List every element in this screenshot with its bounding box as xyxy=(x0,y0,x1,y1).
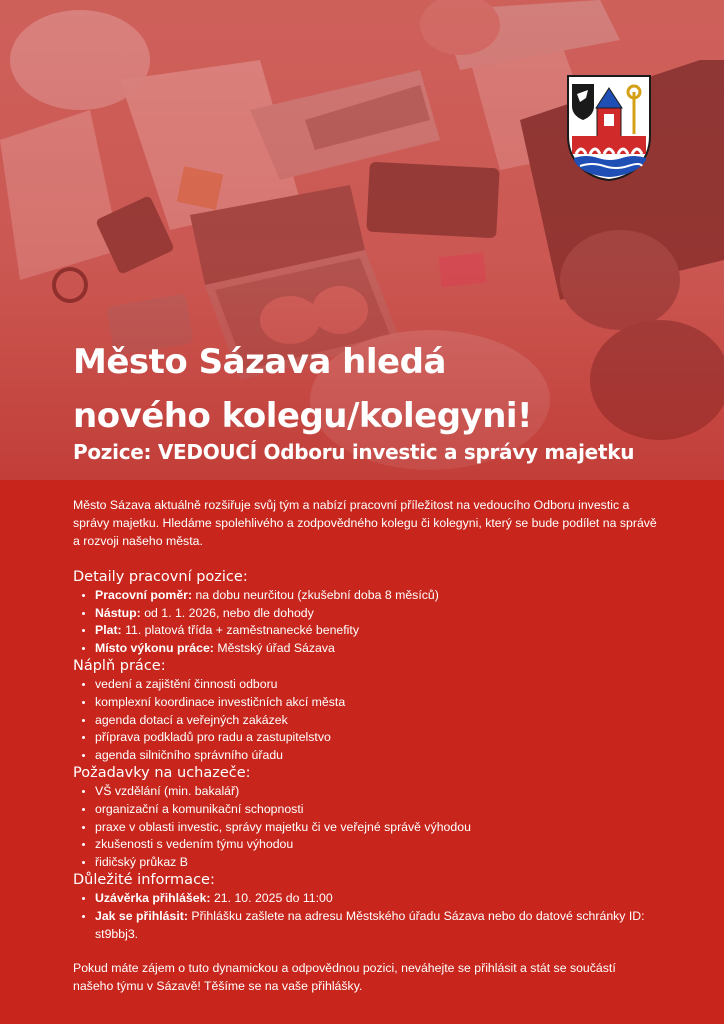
duties-list xyxy=(73,676,659,764)
detail-value: od 1. 1. 2026, nebo dle dohody xyxy=(140,605,314,620)
detail-label: Plat: xyxy=(95,623,122,638)
info-label: Uzávěrka přihlášek: xyxy=(95,891,211,906)
list-item xyxy=(95,890,659,908)
list-item: • vedení a zajištění činnosti odboru xyxy=(95,676,659,694)
list-item xyxy=(95,605,659,623)
info-value: 21. 10. 2025 do 11:00 xyxy=(210,891,333,906)
list-item xyxy=(95,587,659,605)
detail-value: Městský úřad Sázava xyxy=(213,640,335,655)
town-coat-of-arms-icon xyxy=(566,74,652,182)
hero-banner xyxy=(0,0,724,480)
intro-paragraph: Město Sázava aktuálně rozšiřuje svůj tým a nabízí pracovní příležitost na vedoucího Odboru investic a správy majetku. Hledáme spolehlivého a zodpovědného kolegu či kolegyni, který se bude podílet na správě a rozvoji našeho města. xyxy=(73,498,657,548)
headline-line-2: nového kolegu/kolegyni! xyxy=(73,396,533,436)
detail-label: Nástup: xyxy=(95,605,141,620)
list-item: • příprava podkladů pro radu a zastupitelstvo xyxy=(95,729,659,747)
requirements-heading: Požadavky na uchazeče: xyxy=(73,765,251,782)
details-list xyxy=(73,587,659,657)
detail-label: Místo výkonu práce: xyxy=(95,640,214,655)
requirements-list xyxy=(73,783,659,871)
page-title xyxy=(73,335,693,443)
info-value: Přihlášku zašlete na adresu Městského úřadu Sázava nebo do datové schránky ID: st9bbj3. xyxy=(95,908,645,941)
job-description xyxy=(73,496,659,995)
position-title: Pozice: VEDOUCÍ Odboru investic a správy majetku xyxy=(73,440,635,464)
list-item: • organizační a komunikační schopnosti xyxy=(95,801,659,819)
list-item: • zkušenosti s vedením týmu výhodou xyxy=(95,836,659,854)
list-item xyxy=(95,908,659,943)
outro-paragraph: Pokud máte zájem o tuto dynamickou a odpovědnou pozici, neváhejte se přihlásit a stát se součástí našeho týmu v Sázavě! Těšíme se na vaše přihlášky. xyxy=(73,961,616,994)
detail-label: Pracovní poměr: xyxy=(95,588,193,602)
details-heading: Detaily pracovní pozice: xyxy=(73,569,248,585)
list-item: • komplexní koordinace investičních akcí města xyxy=(95,694,659,712)
info-heading: Důležité informace: xyxy=(73,872,215,889)
list-item xyxy=(95,640,659,658)
list-item: • agenda silničního správního úřadu xyxy=(95,747,659,765)
duties-heading: Náplň práce: xyxy=(73,658,166,675)
info-label: Jak se přihlásit: xyxy=(95,908,188,923)
list-item xyxy=(95,622,659,640)
headline-line-1: Město Sázava hledá xyxy=(73,342,446,382)
info-list xyxy=(73,890,659,943)
list-item: • praxe v oblasti investic, správy majetku či ve veřejné správě výhodou xyxy=(95,819,659,837)
list-item: • agenda dotací a veřejných zakázek xyxy=(95,712,659,730)
detail-value: 11. platová třída + zaměstnanecké benefity xyxy=(121,623,359,638)
detail-value: na dobu neurčitou (zkušební doba 8 měsíců) xyxy=(192,588,439,602)
list-item: • VŠ vzdělání (min. bakalář) xyxy=(95,783,659,801)
list-item: • řidičský průkaz B xyxy=(95,854,659,872)
